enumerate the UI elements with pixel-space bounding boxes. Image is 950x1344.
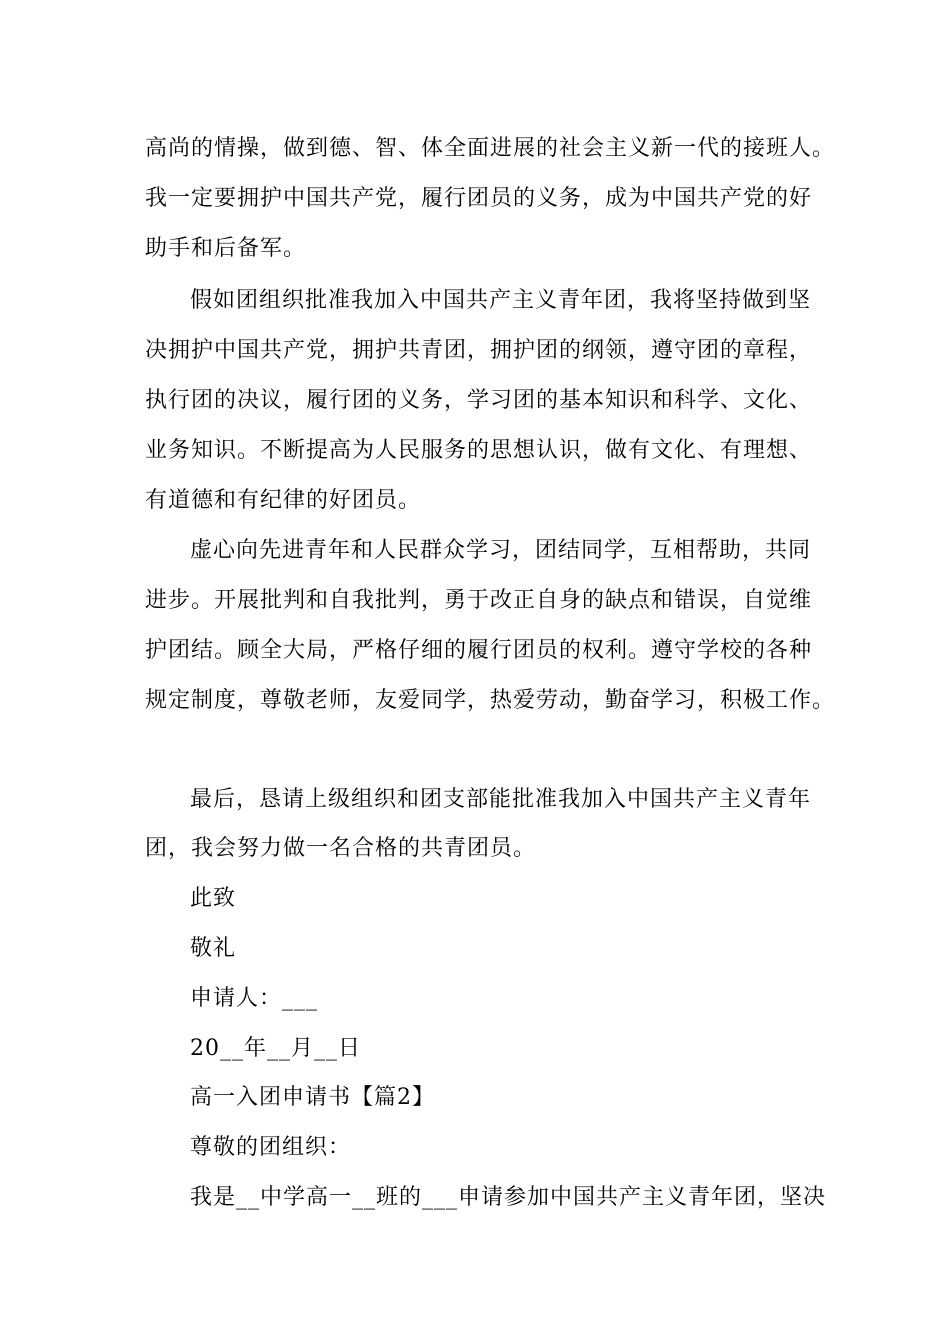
paragraph-line: 假如团组织批准我加入中国共产主义青年团，我将坚持做到坚 [190, 288, 812, 313]
date-line: 20__年__月__日 [190, 1036, 361, 1061]
closing-salutation: 敬礼 [190, 936, 237, 961]
paragraph-line: 我一定要拥护中国共产党，履行团员的义务，成为中国共产党的好 [145, 186, 813, 211]
greeting-line: 尊敬的团组织： [190, 1135, 352, 1160]
paragraph-line: 决拥护中国共产党，拥护共青团，拥护团的纲领，遵守团的章程， [145, 338, 813, 363]
paragraph-line: 进步。开展批判和自我批判，勇于改正自身的缺点和错误，自觉维 [145, 588, 813, 613]
paragraph-line: 业务知识。不断提高为人民服务的思想认识，做有文化、有理想、 [145, 438, 813, 463]
applicant-signature: 申请人：___ [190, 986, 319, 1011]
closing-salutation: 此致 [190, 886, 237, 911]
paragraph-line: 护团结。顾全大局，严格仔细的履行团员的权利。遵守学校的各种 [145, 638, 813, 663]
section-title: 高一入团申请书【篇2】 [190, 1085, 435, 1110]
paragraph-line: 虚心向先进青年和人民群众学习，团结同学，互相帮助，共同 [190, 538, 812, 563]
paragraph-line: 助手和后备军。 [145, 236, 307, 261]
paragraph-line: 最后，恳请上级组织和团支部能批准我加入中国共产主义青年 [190, 787, 812, 812]
paragraph-line: 团，我会努力做一名合格的共青团员。 [145, 836, 537, 861]
paragraph-line: 有道德和有纪律的好团员。 [145, 488, 422, 513]
paragraph-line: 执行团的决议，履行团的义务，学习团的基本知识和科学、文化、 [145, 388, 813, 413]
paragraph-line: 我是__中学高一__班的___申请参加中国共产主义青年团，坚决 [190, 1185, 827, 1210]
paragraph-line: 高尚的情操，做到德、智、体全面进展的社会主义新一代的接班人。 [145, 136, 836, 161]
paragraph-line: 规定制度，尊敬老师，友爱同学，热爱劳动，勤奋学习，积极工作。 [145, 688, 836, 713]
